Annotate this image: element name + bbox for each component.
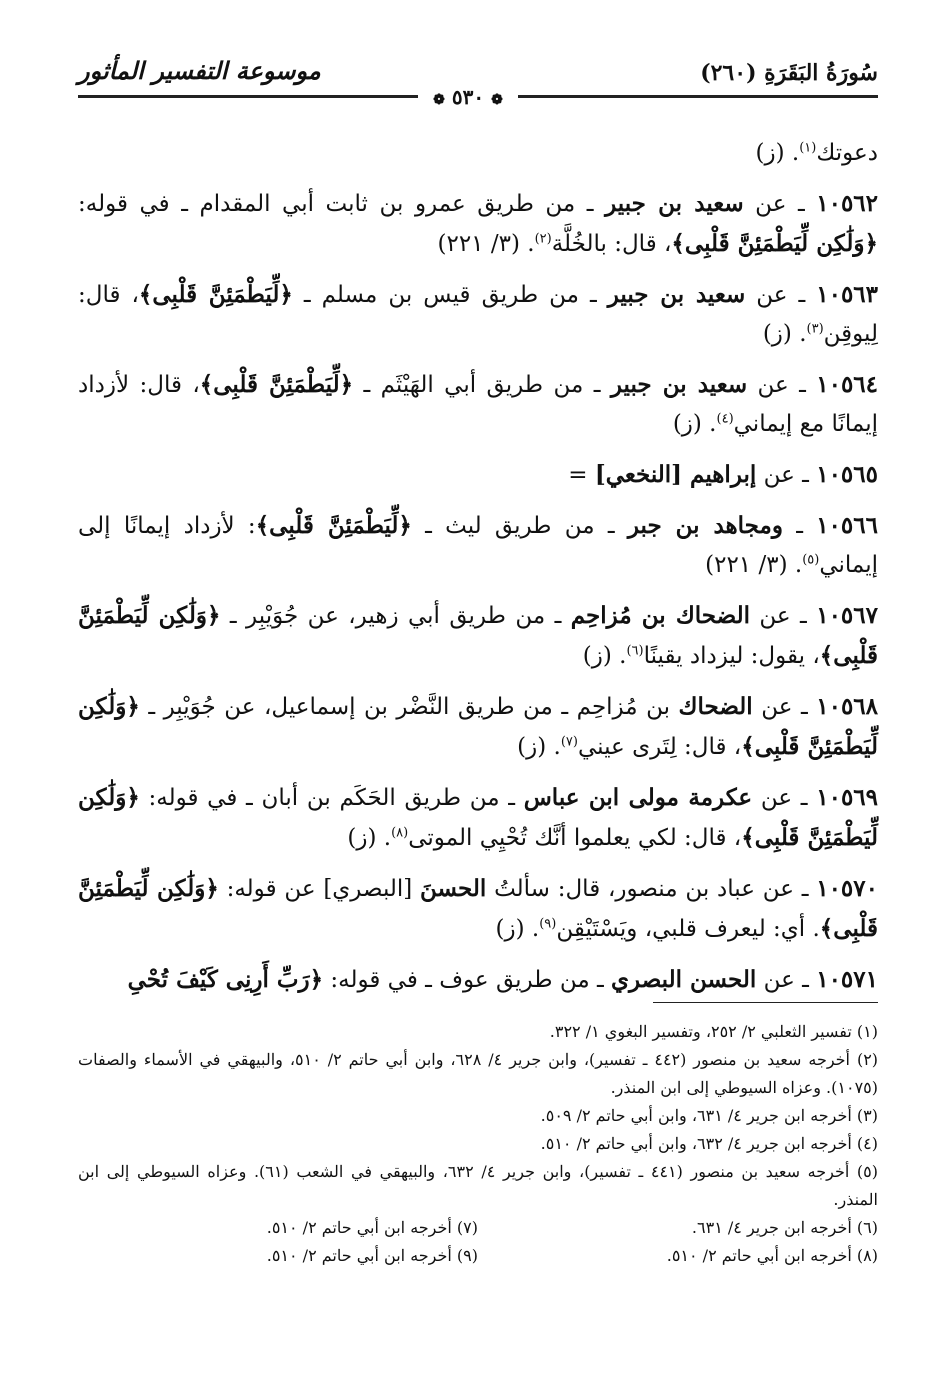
quran-quote: ﴿رَبِّ أَرِنِى كَيْفَ تُحْىِ <box>127 966 324 993</box>
narrator-name: سعيد بن جبير <box>607 281 746 308</box>
surah-heading: سُورَةُ البَقَرَةِ (٢٦٠) <box>700 60 878 86</box>
narrator-name: الضحاك <box>678 693 753 720</box>
narration-entry <box>78 596 878 676</box>
entry-text: . أي: ليعرف قلبي، ويَسْتَيْقِن <box>556 916 820 942</box>
narrator-name: ومجاهد بن جبر <box>627 512 783 539</box>
entry-reference: . (ز) <box>517 734 561 760</box>
entry-text: : لأزداد إيمانًا إلى إيماني <box>78 513 878 578</box>
entry-text: ، قال: لِيوقِن <box>78 282 878 347</box>
entry-text: بن مُزاحِم ـ من طريق النَّضْر بن إسماعيل، عن جُوَيْبِر ـ <box>139 694 679 720</box>
header-rule-right <box>518 95 878 98</box>
footnote-ref: (٥) <box>802 552 820 568</box>
footnote: (٧) أخرجه ابن أبي حاتم ٢/ ٥١٠. <box>266 1218 478 1237</box>
quran-quote: ﴿لِّيَطْمَئِنَّ قَلْبِى﴾ <box>138 281 293 308</box>
footnote-ref: (٢) <box>534 231 552 247</box>
narrator-name: الحسن البصري <box>611 966 757 993</box>
page-number-block <box>418 85 518 109</box>
quran-quote: ﴿وَلَٰكِن لِّيَطْمَئِنَّ قَلْبِى﴾ <box>78 784 878 851</box>
entry-text: ـ من طريق أبي زهير، عن جُوَيْبِر ـ <box>220 603 571 629</box>
main-text <box>78 134 878 1011</box>
entry-text: ـ من طريق قيس بن مسلم ـ <box>292 282 608 308</box>
entries-list <box>78 184 878 1000</box>
entry-reference: . (ز) <box>582 643 627 669</box>
footnote: (٩) أخرجه ابن أبي حاتم ٢/ ٥١٠. <box>266 1246 478 1265</box>
entry-text: ـ عن <box>756 462 817 488</box>
entry-text: ـ عن <box>752 785 817 811</box>
entry-text: ـ عن <box>749 603 817 629</box>
header-rule-left <box>78 95 418 98</box>
footnote-ref: (٧) <box>560 734 578 750</box>
entry-text: ـ من طريق ليث ـ <box>411 513 628 539</box>
entry-text: ـ من طريق عوف ـ في قوله: <box>323 967 612 993</box>
quran-quote: ﴿وَلَٰكِن لِّيَطْمَئِنَّ قَلْبِى﴾ <box>671 230 878 257</box>
footnote-list <box>78 1018 878 1214</box>
entry-reference: . (٣/ ٢٢١) <box>705 552 803 578</box>
entry-number: ١٠٥٦٣ <box>816 281 879 308</box>
entry-text: ـ من طريق أبي الهَيْثَم ـ <box>353 372 611 398</box>
footnote-ref: (٤) <box>716 411 734 427</box>
footnote: (٨) أخرجه ابن أبي حاتم ٢/ ٥١٠. <box>666 1246 878 1265</box>
narration-entry <box>78 506 878 585</box>
page-number: ٥٣٠ <box>451 85 485 109</box>
entry-number: ١٠٥٦٦ <box>816 512 878 539</box>
entry-text: ـ عن <box>745 282 817 308</box>
entry-number: ١٠٥٦٤ <box>816 371 879 398</box>
entry-text: ، قال: لأزداد إيمانًا مع إيماني <box>78 372 878 437</box>
entry-reference: . (ز) <box>672 411 717 437</box>
entry-reference: . (ز) <box>495 916 540 942</box>
intro-text: دعوتك <box>816 140 878 166</box>
running-header <box>78 56 878 109</box>
entry-text: ـ عن <box>752 694 817 720</box>
footnote-ref: (٨) <box>391 825 409 841</box>
narration-entry <box>78 778 878 858</box>
book-title: موسوعة التفسير المأثور <box>78 56 321 85</box>
narration-entry <box>78 869 878 949</box>
entry-text: ـ عن <box>747 372 817 398</box>
intro-paragraph <box>78 134 878 173</box>
narrator-name: عكرمة مولى ابن عباس <box>523 784 753 811</box>
entry-number: ١٠٥٦٥ <box>816 461 878 488</box>
footnote-ref: (٦) <box>626 643 644 659</box>
quran-quote: ﴿لِّيَطْمَئِنَّ قَلْبِى﴾ <box>199 371 354 398</box>
header-rule <box>78 85 878 109</box>
entry-text: ـ عن عباد بن منصور، قال: سألتُ <box>486 876 817 902</box>
entry-text: ـ من طريق عمرو بن ثابت أبي المقدام ـ في قوله: <box>78 191 606 217</box>
page <box>78 56 879 1265</box>
ornament-icon: ❁ <box>491 92 503 108</box>
entry-text: ـ <box>782 513 817 539</box>
quran-quote: ﴿وَلَٰكِن لِّيَطْمَئِنَّ قَلْبِى﴾ <box>78 602 878 669</box>
entry-reference: . (ز) <box>347 825 392 851</box>
ornament-icon: ❁ <box>433 92 445 108</box>
entry-number: ١٠٥٦٨ <box>816 693 879 720</box>
footnote: (٣) أخرجه ابن جرير ٤/ ٦٣١، وابن أبي حاتم ٢/ ٥٠٩. <box>540 1106 878 1125</box>
quran-quote: ﴿وَلَٰكِن لِّيَطْمَئِنَّ قَلْبِى﴾ <box>78 693 878 760</box>
footnote: (٢) أخرجه سعيد بن منصور (٤٤٢ ـ تفسير)، وابن جرير ٤/ ٦٢٨، وابن أبي حاتم ٢/ ٥١٠، والبيهقي في الأسماء والصفات (١٠٧٥). وعزاه السيوطي إلى ابن المنذر. <box>78 1050 879 1097</box>
entry-text: ، يقول: ليزداد يقينًا <box>643 643 820 669</box>
entry-text: = <box>568 462 595 488</box>
entry-number: ١٠٥٦٢ <box>816 190 879 217</box>
narration-entry <box>78 365 878 444</box>
footnote-ref: (٩) <box>539 916 557 932</box>
entry-text: [البصري] عن قوله: <box>218 876 421 902</box>
footnotes <box>78 1018 878 1270</box>
narrator-name: الحسنَ <box>420 875 487 902</box>
entry-text: ، قال: لِتَرى عيني <box>577 734 742 760</box>
footnote: (٥) أخرجه سعيد بن منصور (٤٤١ ـ تفسير)، وابن جرير ٤/ ٦٣٢، والبيهقي في الشعب (٦١). وعزاه السيوطي إلى ابن المنذر. <box>78 1162 879 1209</box>
entry-reference: . (٣/ ٢٢١) <box>437 231 535 257</box>
entry-text: ، قال: بالخُلَّة <box>551 231 672 257</box>
footnote: (١) تفسير الثعلبي ٢/ ٢٥٢، وتفسير البغوي ١/ ٣٢٢. <box>549 1022 878 1041</box>
entry-number: ١٠٥٦٧ <box>816 602 878 629</box>
entry-text: ، قال: لكي يعلموا أنَّك تُحْيِي الموتى <box>408 825 742 851</box>
footnote: (٤) أخرجه ابن جرير ٤/ ٦٣٢، وابن أبي حاتم ٢/ ٥١٠. <box>540 1134 878 1153</box>
narrator-name: الضحاك بن مُزاحِم <box>570 602 750 629</box>
footnote-pairs <box>78 1214 878 1270</box>
entry-number: ١٠٥٧٠ <box>816 875 878 902</box>
footnote-separator <box>653 1002 878 1003</box>
quran-quote: ﴿لِّيَطْمَئِنَّ قَلْبِى﴾ <box>255 512 412 539</box>
narration-entry <box>78 184 878 264</box>
entry-reference: . (ز) <box>762 321 807 347</box>
footnote-ref: (١) <box>799 140 817 156</box>
intro-tail: . (ز) <box>755 140 800 166</box>
narrator-name: سعيد بن جبير <box>605 190 744 217</box>
entry-text: ـ عن <box>743 191 817 217</box>
narrator-name: إبراهيم [النخعي] <box>594 461 757 488</box>
narration-entry <box>78 687 878 767</box>
entry-number: ١٠٥٧١ <box>816 966 878 993</box>
narration-entry <box>78 455 878 495</box>
quran-quote: ﴿وَلَٰكِن لِّيَطْمَئِنَّ قَلْبِى﴾ <box>78 875 878 942</box>
footnote-ref: (٣) <box>806 321 824 337</box>
narrator-name: سعيد بن جبير <box>610 371 748 398</box>
narration-entry <box>78 960 878 1000</box>
footnote-row <box>78 1242 878 1270</box>
entry-text: ـ من طريق الحَكَم بن أبان ـ في قوله: <box>139 785 524 811</box>
footnote-row <box>78 1214 878 1242</box>
footnote: (٦) أخرجه ابن جرير ٤/ ٦٣١. <box>691 1218 878 1237</box>
entry-text: ـ عن <box>756 967 817 993</box>
narration-entry <box>78 275 878 354</box>
entry-number: ١٠٥٦٩ <box>816 784 879 811</box>
